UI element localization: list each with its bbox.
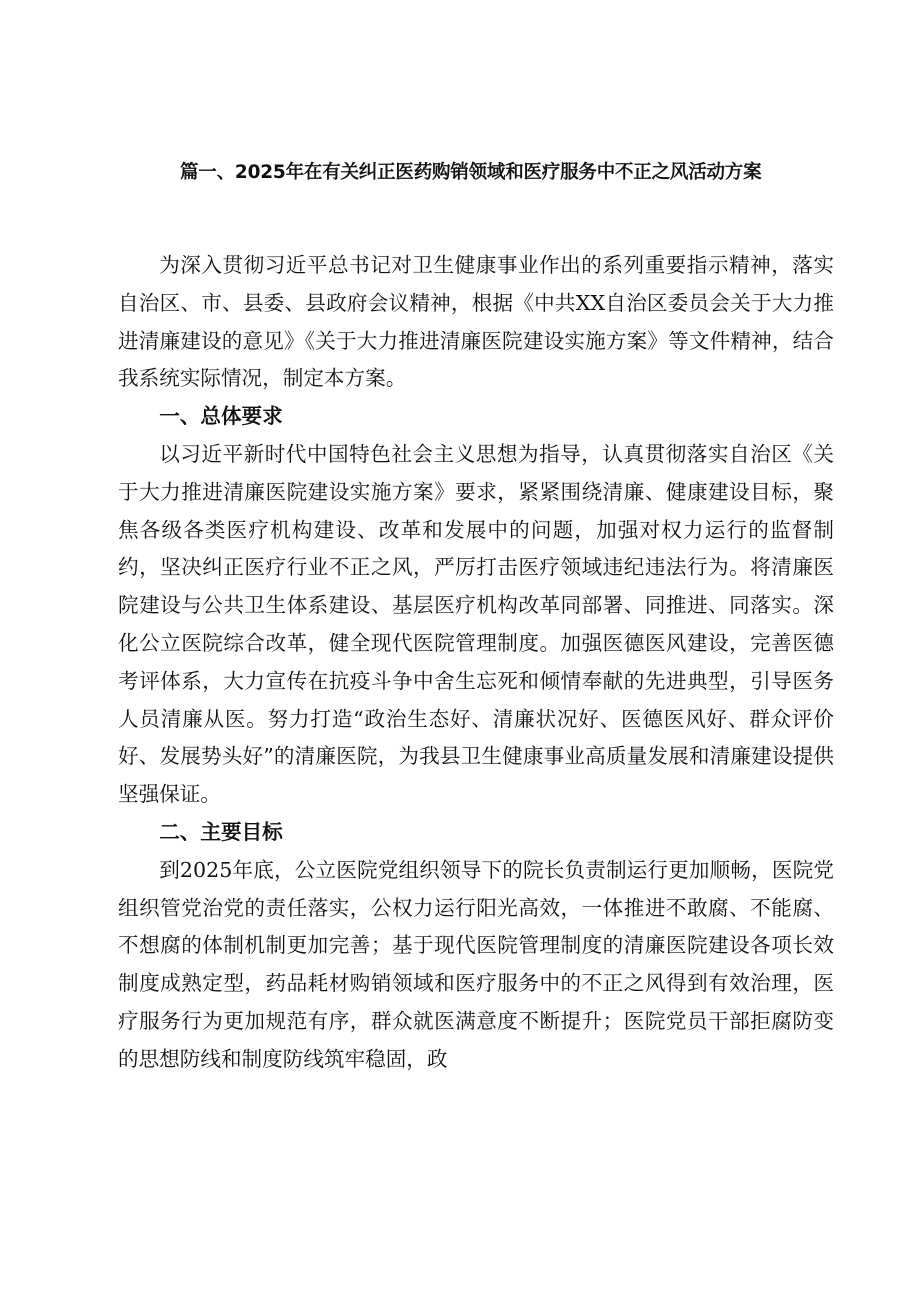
section-paragraph-main-goals: 到2025年底，公立医院党组织领导下的院长负责制运行更加顺畅，医院党组织管党治党的责任落实，公权力运行阳光高效，一体推进不敢腐、不能腐、不想腐的体制机制更加完善；基于现代医院管理制度的清廉医院建设各项长效制度成熟定型，药品耗材购销领域和医疗服务中的不正之风得到有效治理，医疗服务行为更加规范有序，群众就医满意度不断提升；医院党员干部拒腐防变的思想防线和制度防线筑牢稳固，政	[118, 857, 834, 1071]
document-title: 篇一、2025年在有关纠正医药购销领域和医疗服务中不正之风活动方案	[180, 162, 762, 183]
document-body	[118, 247, 834, 1079]
section-paragraph-general-requirements: 以习近平新时代中国特色社会主义思想为指导，认真贯彻落实自治区《关于大力推进清廉医院建设实施方案》要求，紧紧围绕清廉、健康建设目标，聚焦各级各类医疗机构建设、改革和发展中的问题，加强对权力运行的监督制约，坚决纠正医疗行业不正之风，严厉打击医疗领域违纪违法行为。将清廉医院建设与公共卫生体系建设、基层医疗机构改革同部署、同推进、同落实。深化公立医院综合改革，健全现代医院管理制度。加强医德医风建设，完善医德考评体系，大力宣传在抗疫斗争中舍生忘死和倾情奉献的先进典型，引导医务人员清廉从医。努力打造“政治生态好、清廉状况好、医德医风好、群众评价好、发展势头好”的清廉医院，为我县卫生健康事业高质量发展和清廉建设提供坚强保证。	[118, 441, 834, 807]
section-heading-general-requirements: 一、总体要求	[159, 404, 283, 429]
intro-paragraph: 为深入贯彻习近平总书记对卫生健康事业作出的系列重要指示精神，落实自治区、市、县委、县政府会议精神，根据《中共XX自治区委员会关于大力推进清廉建设的意见》《关于大力推进清廉医院建设实施方案》等文件精神，结合我系统实际情况，制定本方案。	[118, 253, 834, 391]
section-heading-main-goals: 二、主要目标	[159, 819, 283, 844]
